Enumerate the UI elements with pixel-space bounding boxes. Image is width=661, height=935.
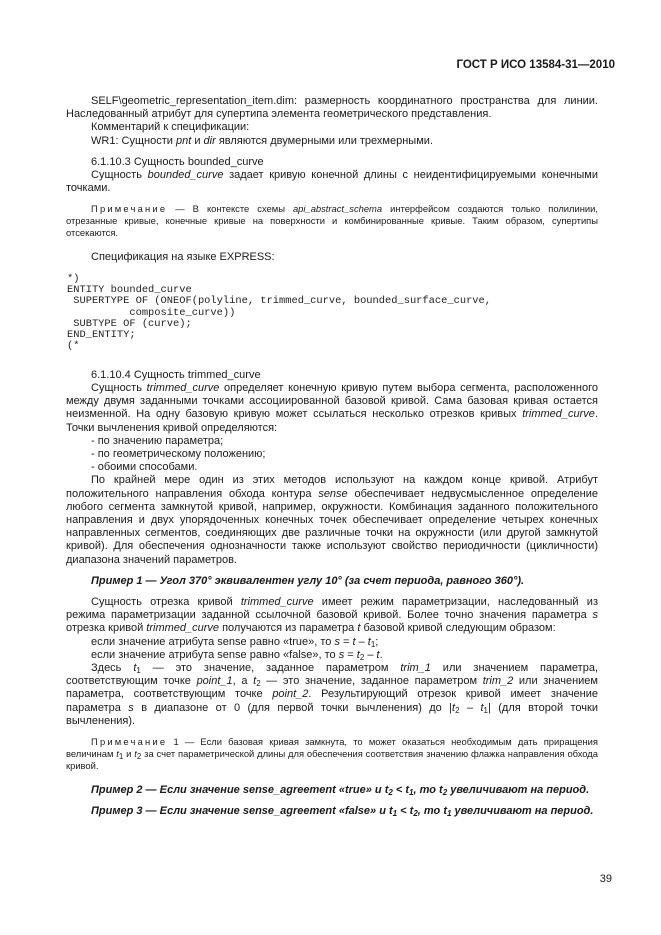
paragraph-methods: По крайней мере один из этих методов используют на каждом конце кривой. Атрибут положительного направления обхода контура sense обеспечивает недвусмысленное определение любого сегмента замкнутой кривой, например, окружности. Комбинация заданного положительного направления и двух упорядоченных конечных точек обеспечивает определение четырех конечных направленных сегментов, соединяющих две различные точки на окружности (или другой замкнутой кривой). Для обеспечения однозначности также используют свойство периодичности (цикличности) диапазона значений параметров.	[66, 474, 598, 566]
paragraph-parametrization: Сущность отрезка кривой trimmed_curve имеет режим параметризации, наследованный из режима параметризации заданной ссылочной базовой кривой. Более точно значения параметра s отрезка кривой trimmed_curve получаются из параметра t базовой кривой следующим образом:	[66, 595, 598, 635]
list-item: - обоими способами.	[91, 461, 198, 474]
express-code-block: *) ENTITY bounded_curve SUPERTYPE OF (ONEOF(polyline, trimmed_curve, bounded_surface_curve, composite_curve)) SUBTYPE OF (curve); END_ENTITY; (*	[67, 272, 492, 353]
page-body	[66, 95, 598, 818]
section-heading-trimmed-curve: 6.1.10.4 Сущность trimmed_curve	[91, 368, 261, 381]
condition-true: если значение атрибута sense равно «true», то $s = t - t_1$;	[91, 635, 379, 649]
list-item: - по значению параметра;	[91, 434, 224, 447]
paragraph-wr1: WR1: Сущности pnt и dir являются двумерными или трехмерными.	[91, 134, 433, 147]
note-closed-curve: Примечание 1 — Если базовая кривая замкнута, то может оказаться необходимым дать приращения величинам $t_1$ и $t_2$ за счет параметрической длины для обеспечения соответствия значению флажка направления обхода кривой.	[66, 735, 598, 771]
note-bounded-curve: Примечание — В контексте схемы api_abstract_schema интерфейсом создаются только полилинии, отрезанные кривые, конечные кривые на поверхности и комбинированные кривые. Таким образом, супертипы отсекаются.	[66, 203, 598, 239]
page-number: 39	[599, 873, 612, 885]
express-spec-title: Спецификация на языке EXPRESS:	[91, 251, 275, 264]
standard-header: ГОСТ Р ИСО 13584-31—2010	[456, 59, 615, 71]
section-heading-bounded-curve: 6.1.10.3 Сущность bounded_curve	[91, 155, 264, 168]
spec-comment-title: Комментарий к спецификации:	[91, 121, 250, 134]
condition-false: если значение атрибута sense равно «false», то $s = t_2 - t$.	[91, 648, 383, 662]
list-item: - по геометрическому положению;	[91, 447, 266, 460]
paragraph-bounded-curve: Сущность bounded_curve задает кривую конечной длины с неидентифицируемыми конечными точками.	[66, 169, 599, 195]
paragraph-here: Здесь $t_1$ — это значение, заданное параметром trim_1 или значением параметра, соответствующим точке point_1, а $t_2$ — это значение, заданное параметром trim_2 или значением параметра, соответствующим точке point_2. Результирующий отрезок кривой имеет значение параметра s в диапазоне от 0 (для первой точки вычленения) до $|t_2 - t_1|$ (для второй точки вычленения).	[66, 661, 599, 727]
example-2: Пример 2 — Если значение sense_agreement «true» и $t_2 < t_1$, то $t_2$ увеличивают на период.	[91, 783, 590, 797]
example-1: Пример 1 — Угол 370° эквивалентен углу 10° (за счет периода, равного 360°).	[91, 574, 525, 587]
example-3: Пример 3 — Если значение sense_agreement «false» и $t_1 < t_2$, то $t_1$ увеличивают на период.	[91, 805, 594, 819]
paragraph-self-dim: SELF\geometric_representation_item.dim: размерность координатного пространства для линии. Наследованный атрибут для супертипа элемента геометрического представления.	[66, 95, 598, 121]
paragraph-trimmed-curve: Сущность trimmed_curve определяет конечную кривую путем выбора сегмента, расположенного между двумя заданными точками ассоциированной базовой кривой. Сама базовая кривая остается неизменной. На одну базовую кривую может ссылаться несколько отрезков кривых trimmed_curve. Точки вычленения кривой определяются:	[66, 381, 598, 434]
